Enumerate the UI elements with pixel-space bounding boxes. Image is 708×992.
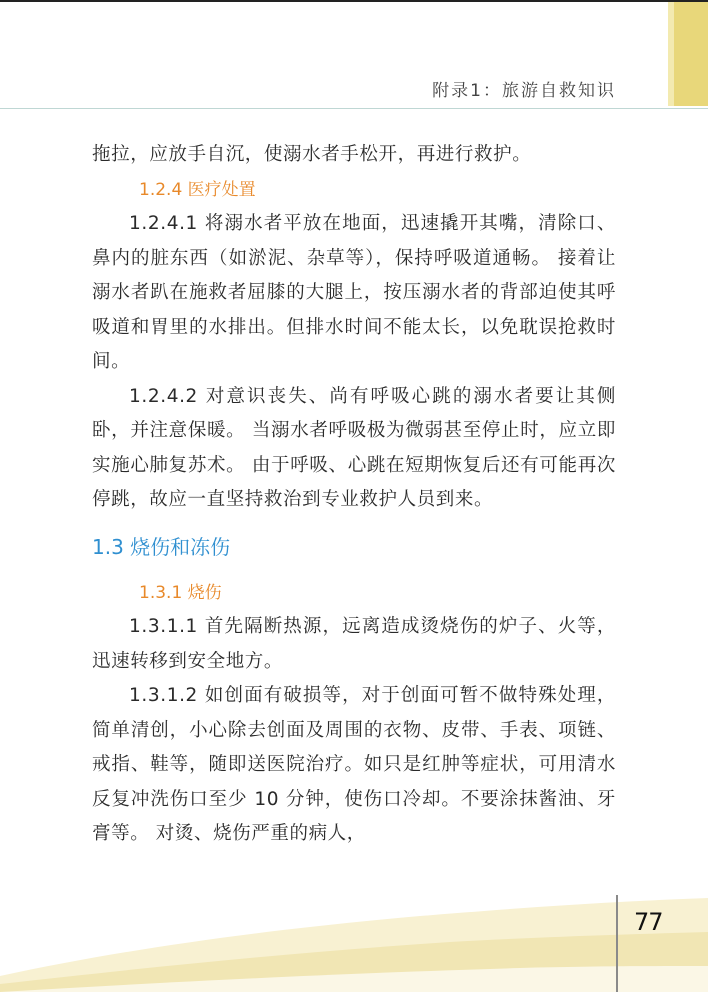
- clause-number: 1.3.1.1: [129, 616, 198, 637]
- clause-number: 1.3.1.2: [129, 685, 198, 706]
- header-rule: [0, 108, 708, 109]
- page-body: [92, 138, 616, 852]
- heading-1-3: 1.3 烧伤和冻伤: [92, 534, 231, 559]
- clause-text: 首先隔断热源，远离造成烫烧伤的炉子、火等，迅速转移到安全地方。: [92, 616, 616, 672]
- paragraph-1-3-1-2: [92, 679, 616, 852]
- page-number-divider: [616, 895, 618, 992]
- clause-number: 1.2.4.2: [129, 385, 198, 407]
- clause-number: 1.2.4.1: [129, 213, 198, 234]
- heading-1-3-1: 1.3.1 烧伤: [139, 582, 222, 603]
- heading-1-2-4: 1.2.4 医疗处置: [139, 179, 256, 200]
- paragraph-continued: 拖拉，应放手自沉，使溺水者手松开，再进行救护。: [92, 144, 532, 165]
- clause-text: 对意识丧失、尚有呼吸心跳的溺水者要让其侧卧，并注意保暖。 当溺水者呼吸极为微弱甚至停止时，应立即实施心肺复苏术。 由于呼吸、心跳在短期恢复后还有可能再次停跳，故应一直坚持救治到专业救护人员到来。: [92, 385, 616, 510]
- footer-wave-decoration: [0, 880, 708, 992]
- corner-tab: [674, 2, 708, 106]
- paragraph-1-2-4-1: [92, 207, 616, 380]
- page-number: 77: [634, 908, 663, 936]
- running-head: 附录1：旅游自救知识: [432, 81, 616, 101]
- paragraph-1-2-4-2: [92, 380, 616, 518]
- clause-text: 将溺水者平放在地面，迅速撬开其嘴，清除口、鼻内的脏东西（如淤泥、杂草等），保持呼吸道通畅。 接着让溺水者趴在施救者屈膝的大腿上，按压溺水者的背部迫使其呼吸道和胃里的水排出。但排水时间不能太长，以免耽误抢救时间。: [92, 213, 616, 372]
- paragraph-1-3-1-1: [92, 610, 616, 679]
- clause-text: 如创面有破损等，对于创面可暂不做特殊处理，简单清创，小心除去创面及周围的衣物、皮带、手表、项链、戒指、鞋等，随即送医院治疗。如只是红肿等症状，可用清水反复冲洗伤口至少 10 分钟，使伤口冷却。不要涂抹酱油、牙膏等。 对烫、烧伤严重的病人，: [92, 685, 616, 844]
- top-border: [0, 0, 708, 2]
